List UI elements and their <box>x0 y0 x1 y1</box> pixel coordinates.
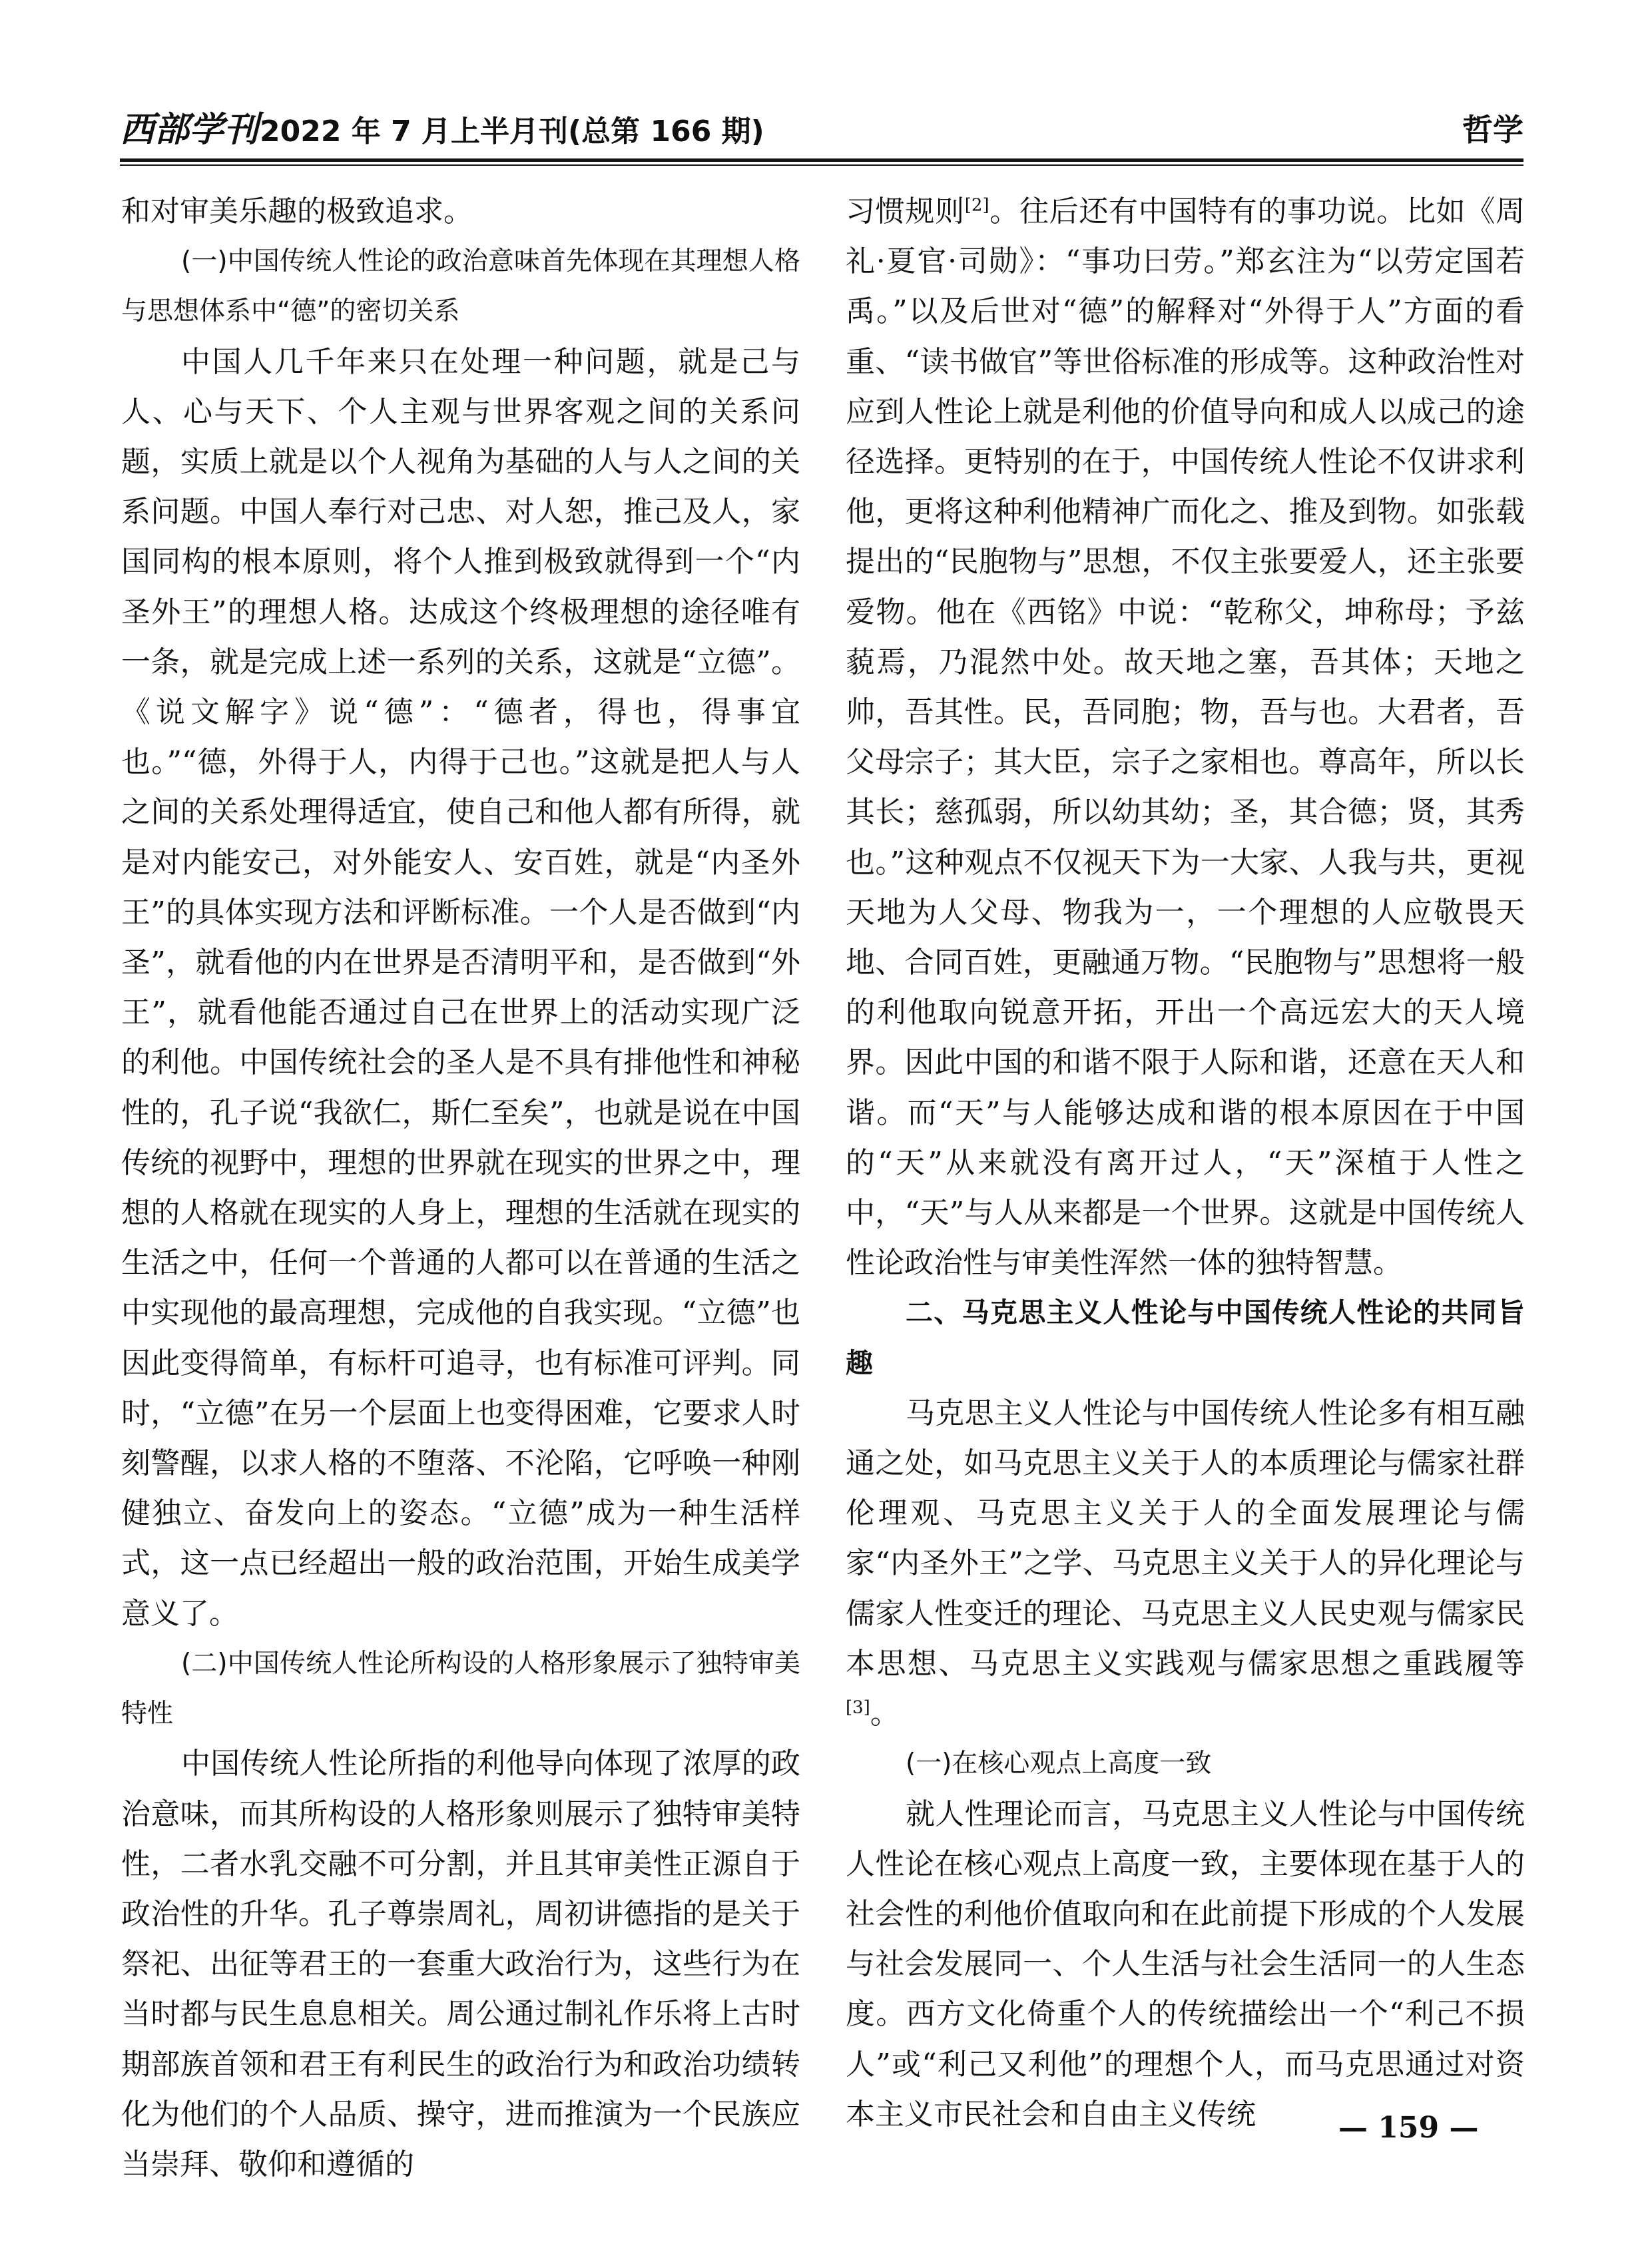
header-rule-thin <box>120 164 1523 166</box>
running-header <box>120 107 1523 153</box>
section-heading-2: 二、马克思主义人性论与中国传统人性论的共同旨趣 <box>846 1296 1525 1379</box>
citation-ref: [2] <box>964 195 989 216</box>
paragraph-marxism-intro <box>846 1388 1525 1739</box>
subheading-political-meaning: (一)中国传统人性论的政治意味首先体现在其理想人格与思想体系中“德”的密切关系 <box>121 246 800 327</box>
issue-info: 2022 年 7 月上半月刊(总第 166 期) <box>260 115 764 148</box>
text-segment: 马克思主义人性论与中国传统人性论多有相互融通之处，如马克思主义关于人的本质理论与儒家社群伦理观、马克思主义关于人的全面发展理论与儒家“内圣外王”之学、马克思主义关于人的异化理论与儒家人性变迁的理论、马克思主义人民史观与儒家民本思想、马克思主义实践观与儒家思想之重践履等 <box>846 1396 1525 1681</box>
page-number: — 159 — <box>1338 2111 1479 2145</box>
journal-logo: 西部学刊 <box>120 109 259 150</box>
text-segment: 。往后还有中国特有的事功说。比如《周礼·夏官·司勋》：“事功曰劳。”郑玄注为“以劳定国若禹。”以及后世对“德”的解释对“外得于人”方面的看重、“读书做官”等世俗标准的形成等。这种政治性对应到人性论上就是利他的价值导向和成人以成己的途径选择。更特别的在于，中国传统人性论不仅讲求利他，更将这种利他精神广而化之、推及到物。如张载提出的“民胞物与”思想，不仅主张要爱人，还主张要爱物。他在《西铭》中说：“乾称父，坤称母；予兹藐焉，乃混然中处。故天地之塞，吾其体；天地之帅，吾其性。民，吾同胞；物，吾与也。大君者，吾父母宗子；其大臣，宗子之家相也。尊高年，所以长其长；慈孤弱，所以幼其幼；圣，其合德；贤，其秀也。”这种观点不仅视天下为一大家、人我与共，更视天地为人父母、物我为一，一个理想的人应敬畏天地、合同百姓，更融通万物。“民胞物与”思想将一般的利他取向锐意开拓，开出一个高远宏大的天人境界。因此中国的和谐不限于人际和谐，还意在天人和谐。而“天”与人能够达成和谐的根本原因在于中国的“天”从来就没有离开过人，“天”深植于人性之中，“天”与人从来都是一个世界。这就是中国传统人性论政治性与审美性浑然一体的独特智慧。 <box>846 194 1525 1280</box>
paragraph-continued: 和对审美乐趣的极致追求。 <box>121 194 473 228</box>
citation-ref: [3] <box>846 1697 870 1718</box>
text-segment: 。 <box>870 1697 900 1731</box>
left-column <box>121 186 800 2181</box>
header-rule-thick <box>120 158 1523 162</box>
subheading-aesthetic: (二)中国传统人性论所构设的人格形象展示了独特审美特性 <box>121 1648 800 1729</box>
paragraph-continued-right <box>846 186 1525 1288</box>
section-label: 哲学 <box>1462 112 1523 148</box>
subheading-core-views: (一)在核心观点上高度一致 <box>906 1749 1212 1779</box>
paragraph-altruism: 中国传统人性论所指的利他导向体现了浓厚的政治意味，而其所构设的人格形象则展示了独特审美特性，二者水乳交融不可分割，并且其审美性正源自于政治性的升华。孔子尊崇周礼，周初讲德指的是关于祭祀、出征等君王的一套重大政治行为，这些行为在当时都与民生息息相关。周公通过制礼作乐将上古时期部族首领和君王有利民生的政治行为和政治功绩转化为他们的个人品质、操守，进而推演为一个民族应当崇拜、敬仰和遵循的 <box>121 1747 800 2181</box>
paragraph-de: 中国人几千年来只在处理一种问题，就是己与人、心与天下、个人主观与世界客观之间的关系问题，实质上就是以个人视角为基础的人与人之间的关系问题。中国人奉行对己忠、对人恕，推己及人，家国同构的根本原则，将个人推到极致就得到一个“内圣外王”的理想人格。达成这个终极理想的途径唯有一条，就是完成上述一系列的关系，这就是“立德”。《说文解字》说“德”：“德者，得也，得事宜也。”“德，外得于人，内得于己也。”这就是把人与人之间的关系处理得适宜，使自己和他人都有所得，就是对内能安己，对外能安人、安百姓，就是“内圣外王”的具体实现方法和评断标准。一个人是否做到“内圣”，就看他的内在世界是否清明平和，是否做到“外王”，就看他能否通过自己在世界上的活动实现广泛的利他。中国传统社会的圣人是不具有排他性和神秘性的，孔子说“我欲仁，斯仁至矣”，也就是说在中国传统的视野中，理想的世界就在现实的世界之中，理想的人格就在现实的人身上，理想的生活就在现实的生活之中，任何一个普通的人都可以在普通的生活之中实现他的最高理想，完成他的自我实现。“立德”也因此变得简单，有标杆可追寻，也有标准可评判。同时，“立德”在另一个层面上也变得困难，它要求人时刻警醒，以求人格的不堕落、不沦陷，它呼唤一种刚健独立、奋发向上的姿态。“立德”成为一种生活样式，这一点已经超出一般的政治范围，开始生成美学意义了。 <box>121 344 800 1631</box>
text-segment: 习惯规则 <box>846 194 965 228</box>
journal-issue-line <box>120 107 764 155</box>
paragraph-core-views: 就人性理论而言，马克思主义人性论与中国传统人性论在核心观点上高度一致，主要体现在基于人的社会性的利他价值取向和在此前提下形成的个人发展与社会发展同一、个人生活与社会生活同一的人生态度。西方文化倚重个人的传统描绘出一个“利己不损人”或“利己又利他”的理想个人，而马克思通过对资本主义市民社会和自由主义传统 <box>846 1797 1525 2131</box>
